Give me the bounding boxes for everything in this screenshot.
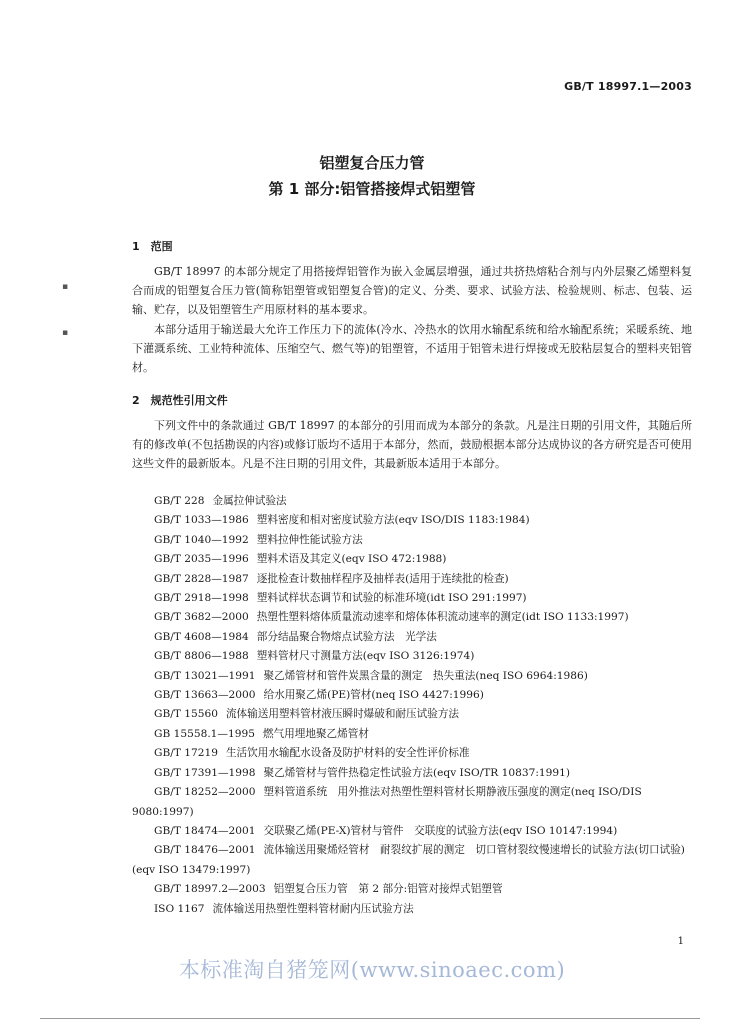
reference-title: 生活饮用水输配水设备及防护材料的安全性评价标准 (225, 747, 470, 760)
reference-code: GB/T 8806—1988 (154, 650, 249, 663)
reference-item (132, 589, 698, 608)
reference-code: GB/T 3682—2000 (154, 611, 249, 624)
scan-mark: ▪ (62, 328, 69, 338)
reference-item (132, 628, 698, 647)
standard-number: GB/T 18997.1—2003 (564, 80, 692, 93)
section-2-heading: 2 规范性引用文件 (132, 394, 228, 407)
reference-title: 热塑性塑料熔体质量流动速率和熔体体积流动速率的测定(idt ISO 1133:1997) (256, 611, 629, 624)
reference-code: GB/T 13663—2000 (154, 689, 256, 702)
reference-title: 塑料术语及其定义(eqv ISO 472:1988) (256, 553, 447, 566)
reference-code: GB/T 2828—1987 (154, 572, 249, 585)
section-1-heading: 1 范围 (132, 240, 173, 253)
reference-code: GB/T 15560 (154, 708, 218, 721)
reference-item (132, 647, 698, 666)
reference-title: 塑料密度和相对密度试验方法(eqv ISO/DIS 1183:1984) (256, 514, 530, 527)
reference-item (132, 686, 698, 705)
reference-list (132, 492, 698, 919)
reference-title: 部分结晶聚合物熔点试验方法 光学法 (256, 630, 437, 643)
reference-code: GB/T 4608—1984 (154, 630, 249, 643)
reference-code: GB/T 18252—2000 (154, 786, 256, 799)
reference-item (132, 764, 698, 783)
reference-title: 聚乙烯管材和管件炭黑含量的测定 热失重法(neq ISO 6964:1986) (263, 669, 588, 682)
section-2-intro: 下列文件中的条款通过 GB/T 18997 的本部分的引用而成为本部分的条款。凡是注日期的引用文件，其随后所有的修改单(不包括勘误的内容)或修订版均不适用于本部分，然而，鼓励根据本部分达成协议的各方研究是否可使用这些文件的最新版本。凡是不注日期的引用文件，其最新版本适用于本部分。 (132, 419, 692, 471)
reference-item (132, 550, 698, 569)
reference-title: 塑料管道系统 用外推法对热塑性塑料管材长期静液压强度的测定(neq ISO/DIS 9080:1997) (132, 786, 642, 818)
reference-code: GB 15558.1—1995 (154, 727, 255, 740)
page-number: 1 (677, 936, 684, 947)
reference-code: GB/T 1040—1992 (154, 533, 249, 546)
scan-mark: ▪ (62, 282, 69, 292)
reference-title: 塑料拉伸性能试验方法 (256, 533, 363, 546)
reference-title: 流体输送用塑料管材液压瞬时爆破和耐压试验方法 (225, 708, 460, 721)
reference-item (132, 880, 698, 899)
reference-item (132, 511, 698, 530)
reference-code: GB/T 17391—1998 (154, 766, 256, 779)
reference-code: GB/T 18997.2—2003 (154, 883, 266, 896)
reference-code: GB/T 2918—1998 (154, 592, 249, 605)
reference-title: 交联聚乙烯(PE-X)管材与管件 交联度的试验方法(eqv ISO 10147:1994) (263, 824, 618, 837)
reference-title: 塑料试样状态调节和试验的标准环境(idt ISO 291:1997) (256, 592, 527, 605)
reference-title: 流体输送用聚烯烃管材 耐裂纹扩展的测定 切口管材裂纹慢速增长的试验方法(切口试验)(eqv ISO 13479:1997) (132, 844, 685, 876)
section-1-paragraph: GB/T 18997 的本部分规定了用搭接焊铝管作为嵌入金属层增强，通过共挤热熔粘合剂与内外层聚乙烯塑料复合而成的铝塑复合压力管(简称铝塑管或铝塑复合管)的定义、分类、要求、试验方法、检验规则、标志、包装、运输、贮存，以及铝塑管生产用原材料的基本要求。 (132, 265, 692, 317)
reference-item (132, 744, 698, 763)
reference-item (132, 783, 698, 822)
reference-title: 逐批检查计数抽样程序及抽样表(适用于连续批的检查) (256, 572, 509, 585)
reference-code: GB/T 228 (154, 495, 205, 507)
reference-item (132, 900, 698, 919)
reference-code: GB/T 13021—1991 (154, 669, 256, 682)
reference-code: GB/T 1033—1986 (154, 514, 249, 527)
reference-title: 铝塑复合压力管 第 2 部分:铝管对接焊式铝塑管 (273, 883, 503, 896)
reference-item (132, 531, 698, 550)
reference-title: 燃气用埋地聚乙烯管材 (262, 727, 369, 740)
section-1-paragraph: 本部分适用于输送最大允许工作压力下的流体(冷水、冷热水的饮用水输配系统和给水输配系统；采暖系统、地下灌溉系统、工业特种流体、压缩空气、燃气等)的铝塑管，不适用于铝管未进行焊接或无胶粘层复合的塑料夹铝管材。 (132, 323, 692, 375)
reference-code: GB/T 2035—1996 (154, 553, 249, 566)
reference-code: ISO 1167 (154, 902, 205, 915)
reference-item (132, 570, 698, 589)
reference-title: 聚乙烯管材与管件热稳定性试验方法(eqv ISO/TR 10837:1991) (263, 766, 571, 779)
reference-item (132, 822, 698, 841)
watermark: 本标准淘自猪笼网(www.sinoaec.com) (178, 958, 566, 982)
reference-item (132, 492, 698, 511)
reference-item (132, 667, 698, 686)
reference-title: 给水用聚乙烯(PE)管材(neq ISO 4427:1996) (263, 689, 484, 702)
reference-title: 流体输送用热塑性塑料管材耐内压试验方法 (212, 902, 414, 915)
document-title: 铝塑复合压力管 (319, 154, 425, 172)
reference-item (132, 841, 698, 880)
reference-code: GB/T 18474—2001 (154, 824, 256, 837)
page-bottom-line (40, 1018, 700, 1019)
reference-item (132, 705, 698, 724)
reference-item (132, 725, 698, 744)
reference-code: GB/T 17219 (154, 747, 218, 760)
reference-code: GB/T 18476—2001 (154, 844, 256, 857)
reference-item (132, 608, 698, 627)
reference-title: 金属拉伸试验法 (212, 495, 287, 507)
document-subtitle: 第 1 部分:铝管搭接焊式铝塑管 (268, 180, 476, 198)
reference-title: 塑料管材尺寸测量方法(eqv ISO 3126:1974) (256, 650, 475, 663)
